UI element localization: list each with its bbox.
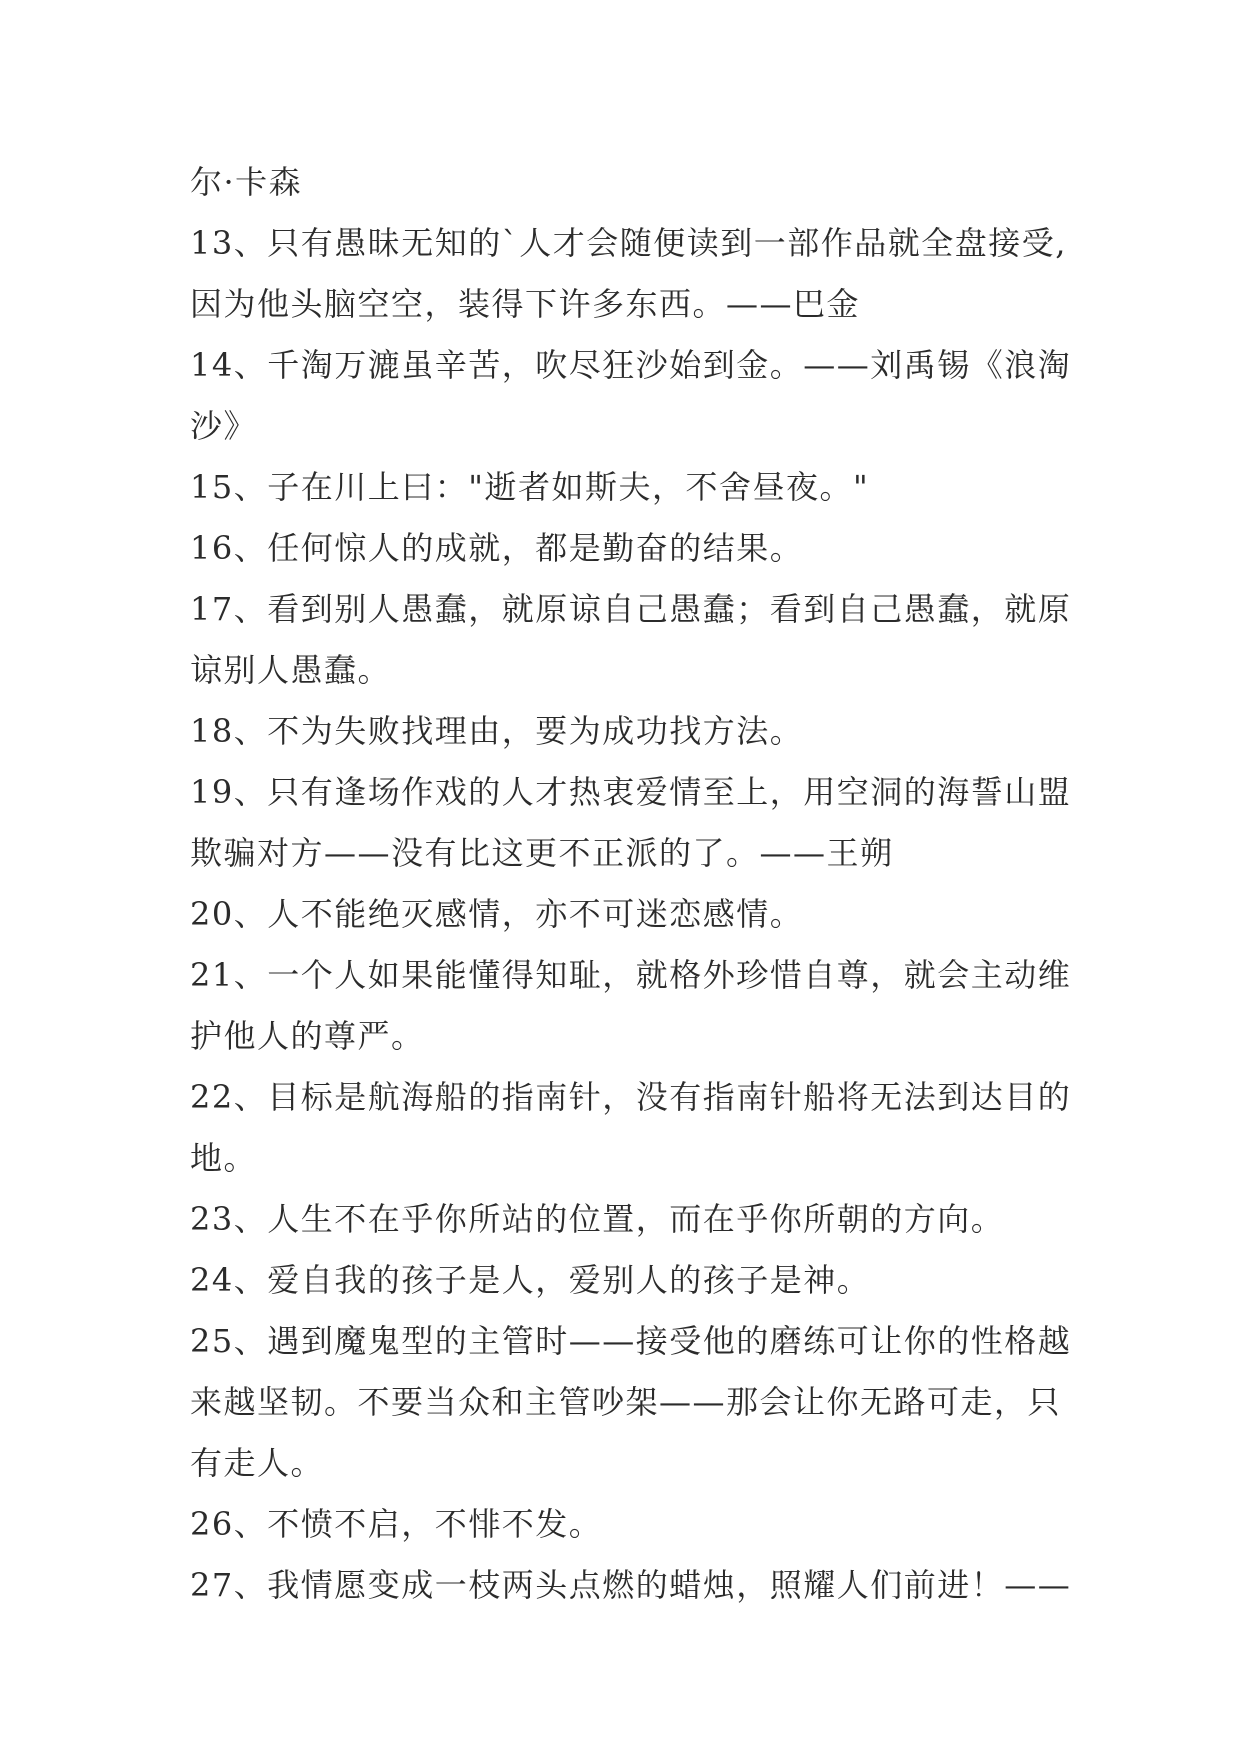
text-line: 20、人不能绝灭感情，亦不可迷恋感情。 — [190, 895, 804, 933]
text-line: 23、人生不在乎你所站的位置，而在乎你所朝的方向。 — [190, 1200, 1005, 1238]
document-body — [190, 152, 1070, 1616]
text-line: 尔·卡森 — [190, 163, 303, 201]
text-line: 护他人的尊严。 — [190, 1017, 425, 1055]
text-line: 27、我情愿变成一枝两头点燃的蜡烛，照耀人们前进！—— — [190, 1566, 1072, 1604]
text-line: 19、只有逢场作戏的人才热衷爱情至上，用空洞的海誓山盟 — [190, 773, 1072, 811]
text-line: 16、任何惊人的成就，都是勤奋的结果。 — [190, 529, 804, 567]
text-line: 来越坚韧。不要当众和主管吵架——那会让你无路可走，只 — [190, 1383, 1062, 1421]
text-line: 18、不为失败找理由，要为成功找方法。 — [190, 712, 804, 750]
text-line: 15、子在川上曰："逝者如斯夫，不舍昼夜。" — [190, 468, 870, 506]
text-line: 24、爱自我的孩子是人，爱别人的孩子是神。 — [190, 1261, 871, 1299]
text-line: 欺骗对方——没有比这更不正派的了。——王朔 — [190, 834, 894, 872]
text-line: 因为他头脑空空，装得下许多东西。——巴金 — [190, 285, 861, 323]
text-line: 有走人。 — [190, 1444, 325, 1482]
text-line: 13、只有愚昧无知的`人才会随便读到一部作品就全盘接受, — [190, 224, 1067, 262]
text-line: 14、千淘万漉虽辛苦，吹尽狂沙始到金。——刘禹锡《浪淘 — [190, 346, 1072, 384]
text-line: 21、一个人如果能懂得知耻，就格外珍惜自尊，就会主动维 — [190, 956, 1072, 994]
text-line: 22、目标是航海船的指南针，没有指南针船将无法到达目的 — [190, 1078, 1072, 1116]
text-line: 25、遇到魔鬼型的主管时——接受他的磨练可让你的性格越 — [190, 1322, 1072, 1360]
text-line: 26、不愤不启，不悱不发。 — [190, 1505, 603, 1543]
text-line: 17、看到别人愚蠢，就原谅自己愚蠢；看到自己愚蠢，就原 — [190, 590, 1072, 628]
text-line: 谅别人愚蠢。 — [190, 651, 392, 689]
text-line: 沙》 — [190, 407, 258, 445]
text-line: 地。 — [190, 1139, 258, 1177]
